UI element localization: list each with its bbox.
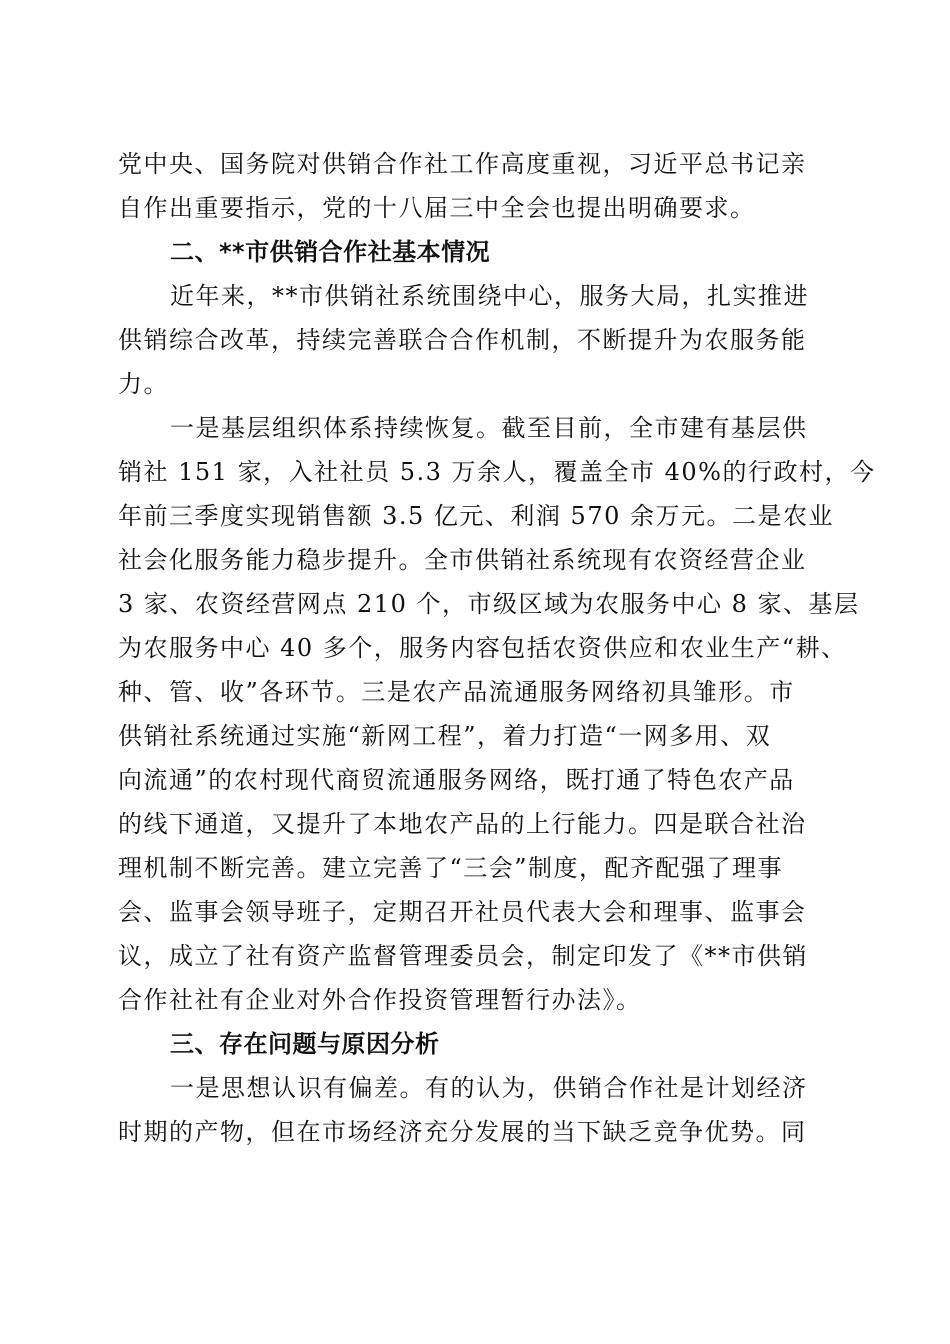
section-heading: 二、**市供销合作社基本情况 (170, 238, 491, 266)
paragraph-line: 的线下通道，又提升了本地农产品的上行能力。四是联合社治 (118, 810, 807, 838)
paragraph-line: 向流通”的农村现代商贸流通服务网络，既打通了特色农产品 (118, 766, 795, 794)
paragraph-line: 会、监事会领导班子，定期召开社员代表大会和理事、监事会 (118, 898, 807, 926)
paragraph-line: 供销社系统通过实施“新网工程”，着力打造“一网多用、双 (118, 722, 772, 750)
paragraph-line: 一是思想认识有偏差。有的认为，供销合作社是计划经济 (170, 1074, 808, 1102)
paragraph-line: 一是基层组织体系持续恢复。截至目前，全市建有基层供 (170, 414, 808, 442)
paragraph-line: 销社 151 家，入社社员 5.3 万余人，覆盖全市 40%的行政村，今 (118, 458, 876, 486)
paragraph-line: 3 家、农资经营网点 210 个，市级区域为农服务中心 8 家、基层 (118, 590, 860, 618)
paragraph-line: 社会化服务能力稳步提升。全市供销社系统现有农资经营企业 (118, 546, 807, 574)
paragraph-line: 为农服务中心 40 多个，服务内容包括农资供应和农业生产“耕、 (118, 634, 847, 662)
paragraph-line: 年前三季度实现销售额 3.5 亿元、利润 570 余万元。二是农业 (118, 502, 834, 530)
section-heading: 三、存在问题与原因分析 (170, 1030, 440, 1058)
paragraph-line: 理机制不断完善。建立完善了“三会”制度，配齐配强了理事 (118, 854, 784, 882)
paragraph-line: 近年来，**市供销社系统围绕中心，服务大局，扎实推进 (170, 282, 809, 310)
paragraph-line: 时期的产物，但在市场经济充分发展的当下缺乏竞争优势。同 (118, 1118, 807, 1146)
paragraph-line: 种、管、收”各环节。三是农产品流通服务网络初具雏形。市 (118, 678, 795, 706)
paragraph-line: 供销综合改革，持续完善联合合作机制，不断提升为农服务能 (118, 326, 807, 354)
paragraph-line: 自作出重要指示，党的十八届三中全会也提出明确要求。 (118, 194, 756, 222)
paragraph-line: 合作社社有企业对外合作投资管理暂行办法》。 (118, 986, 642, 1014)
document-body (118, 142, 876, 1154)
paragraph-line: 党中央、国务院对供销合作社工作高度重视，习近平总书记亲 (118, 150, 807, 178)
paragraph-line: 议，成立了社有资产监督管理委员会，制定印发了《**市供销 (118, 942, 808, 970)
paragraph-line: 力。 (118, 370, 169, 398)
